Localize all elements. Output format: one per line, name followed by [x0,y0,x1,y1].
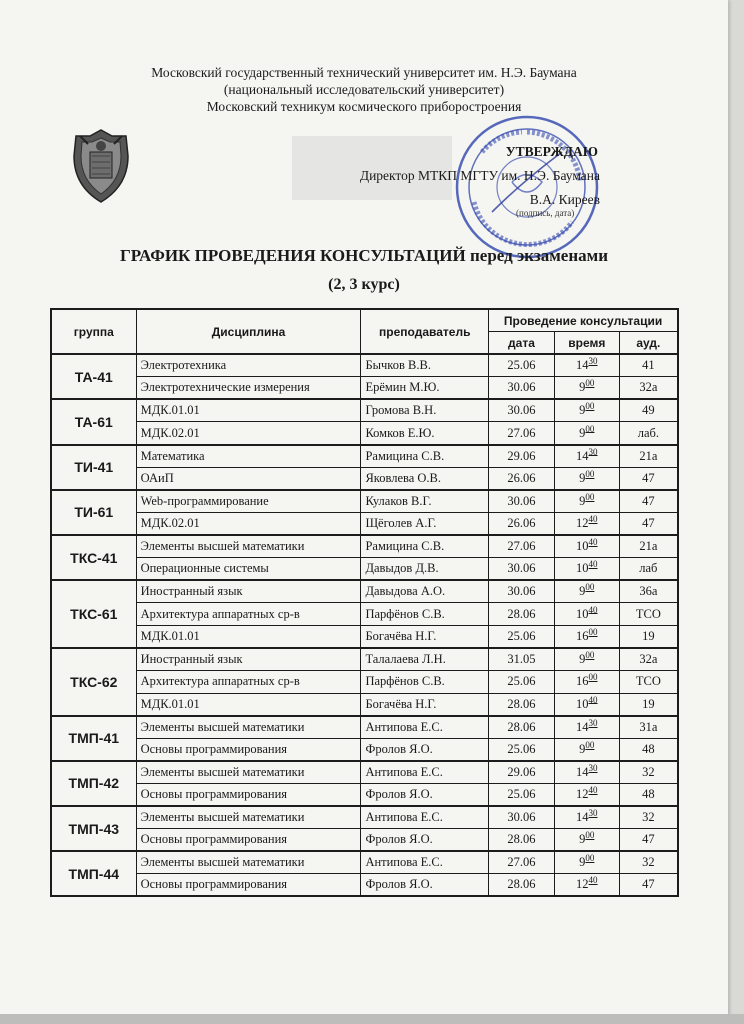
header-discipline: Дисциплина [136,309,361,354]
time-hour: 12 [576,515,589,530]
discipline-cell: Элементы высшей математики [136,851,361,874]
time-cell [554,625,619,648]
table-row [51,625,678,648]
room-cell: 32а [619,377,678,400]
date-cell: 25.06 [489,783,555,806]
table-row [51,648,678,671]
table-row [51,467,678,490]
room-cell: 19 [619,625,678,648]
time-cell [554,535,619,558]
time-minutes: 00 [585,423,595,434]
time-cell [554,603,619,626]
discipline-cell: Иностранный язык [136,648,361,671]
time-hour: 16 [576,628,589,643]
approved-label: УТВЕРЖДАЮ [505,144,598,159]
time-hour: 10 [576,606,589,621]
teacher-cell: Парфёнов С.В. [361,671,489,694]
table-row [51,445,678,468]
discipline-cell: МДК.01.01 [136,693,361,716]
date-cell: 28.06 [489,603,555,626]
time-cell [554,377,619,400]
time-hour: 14 [576,719,589,734]
discipline-cell: Архитектура аппаратных ср-в [136,671,361,694]
document-title: ГРАФИК ПРОВЕДЕНИЯ КОНСУЛЬТАЦИЙ перед экзаменами [119,246,608,265]
time-minutes: 30 [588,762,598,773]
room-cell: лаб. [619,422,678,445]
date-cell: 30.06 [489,806,555,829]
time-hour: 9 [579,493,586,508]
table-row [51,399,678,422]
time-hour: 9 [579,855,586,870]
group-name: ТА-61 [51,399,136,444]
discipline-cell: МДК.02.01 [136,512,361,535]
discipline-cell: Основы программирования [136,874,361,897]
room-cell: ТСО [619,671,678,694]
time-cell [554,783,619,806]
table-row [51,806,678,829]
date-cell: 30.06 [489,377,555,400]
document-subtitle: (2, 3 курс) [328,276,400,293]
time-cell [554,851,619,874]
date-cell: 28.06 [489,716,555,739]
teacher-cell: Щёголев А.Г. [361,512,489,535]
date-cell: 25.06 [489,354,555,377]
time-minutes: 40 [588,558,598,569]
time-minutes: 00 [585,491,595,502]
room-cell: 47 [619,467,678,490]
discipline-cell: МДК.02.01 [136,422,361,445]
teacher-cell: Громова В.Н. [361,399,489,422]
teacher-cell: Яковлева О.В. [361,467,489,490]
table-row [51,829,678,852]
time-hour: 16 [576,674,589,689]
university-status: (национальный исследовательский университет) [223,82,505,97]
discipline-cell: Математика [136,445,361,468]
teacher-cell: Антипова Е.С. [361,806,489,829]
time-hour: 14 [576,810,589,825]
teacher-cell: Давыдова А.О. [361,580,489,603]
discipline-cell: Web-программирование [136,490,361,513]
time-cell [554,671,619,694]
date-cell: 27.06 [489,851,555,874]
date-cell: 28.06 [489,874,555,897]
teacher-cell: Ерёмин М.Ю. [361,377,489,400]
time-hour: 9 [579,651,586,666]
room-cell: 32 [619,851,678,874]
room-cell: 47 [619,874,678,897]
discipline-cell: МДК.01.01 [136,625,361,648]
time-cell [554,648,619,671]
time-minutes: 00 [585,830,595,841]
teacher-cell: Талалаева Л.Н. [361,648,489,671]
time-hour: 9 [579,425,586,440]
date-cell: 27.06 [489,535,555,558]
table-row [51,558,678,581]
room-cell: 36а [619,580,678,603]
date-cell: 30.06 [489,399,555,422]
time-minutes: 00 [585,468,595,479]
consultation-schedule-table [50,308,679,897]
room-cell: 32 [619,806,678,829]
discipline-cell: Основы программирования [136,829,361,852]
teacher-cell: Фролов Я.О. [361,738,489,761]
time-minutes: 40 [588,694,598,705]
room-cell: 47 [619,512,678,535]
teacher-cell: Парфёнов С.В. [361,603,489,626]
table-row [51,738,678,761]
time-minutes: 00 [585,853,595,864]
time-minutes: 00 [585,649,595,660]
time-minutes: 00 [585,401,595,412]
discipline-cell: Иностранный язык [136,580,361,603]
group-name: ТКС-61 [51,580,136,648]
discipline-cell: Электротехника [136,354,361,377]
group-name: ТМП-43 [51,806,136,851]
room-cell: 48 [619,738,678,761]
time-minutes: 30 [588,717,598,728]
time-hour: 10 [576,561,589,576]
discipline-cell: Элементы высшей математики [136,535,361,558]
header-teacher: преподаватель [361,309,489,354]
time-cell [554,693,619,716]
date-cell: 31.05 [489,648,555,671]
date-cell: 28.06 [489,693,555,716]
director-position: Директор МТКП МГТУ им. Н.Э. Баумана [359,168,600,183]
table-row [51,851,678,874]
time-cell [554,580,619,603]
room-cell: 21а [619,445,678,468]
official-stamp-icon [452,112,602,262]
date-cell: 25.06 [489,738,555,761]
time-cell [554,829,619,852]
emblem-icon [66,126,136,206]
discipline-cell: Основы программирования [136,738,361,761]
time-hour: 10 [576,538,589,553]
header-time: время [554,332,619,355]
date-cell: 30.06 [489,490,555,513]
table-row [51,716,678,739]
time-cell [554,738,619,761]
room-cell: лаб [619,558,678,581]
teacher-cell: Антипова Е.С. [361,851,489,874]
time-hour: 9 [579,584,586,599]
group-name: ТМП-42 [51,761,136,806]
discipline-cell: МДК.01.01 [136,399,361,422]
table-row [51,783,678,806]
date-cell: 25.06 [489,671,555,694]
room-cell: 48 [619,783,678,806]
group-name: ТКС-62 [51,648,136,716]
discipline-cell: Операционные системы [136,558,361,581]
schedule-body [51,354,678,896]
teacher-cell: Фролов Я.О. [361,874,489,897]
table-row [51,874,678,897]
room-cell: ТСО [619,603,678,626]
time-minutes: 00 [588,672,598,683]
time-minutes: 00 [585,582,595,593]
time-minutes: 00 [585,378,595,389]
time-hour: 9 [579,470,586,485]
teacher-cell: Фролов Я.О. [361,829,489,852]
time-cell [554,806,619,829]
time-cell [554,761,619,784]
group-name: ТМП-41 [51,716,136,761]
time-hour: 9 [579,403,586,418]
table-row [51,354,678,377]
teacher-cell: Богачёва Н.Г. [361,693,489,716]
header-conduct: Проведение консультации [489,309,678,332]
time-minutes: 40 [588,604,598,615]
room-cell: 32 [619,761,678,784]
room-cell: 31а [619,716,678,739]
date-cell: 27.06 [489,422,555,445]
time-hour: 9 [579,832,586,847]
discipline-cell: Элементы высшей математики [136,806,361,829]
university-name: Московский государственный технический университет им. Н.Э. Баумана [151,65,577,80]
discipline-cell: Архитектура аппаратных ср-в [136,603,361,626]
table-row [51,761,678,784]
time-cell [554,354,619,377]
room-cell: 47 [619,490,678,513]
date-cell: 29.06 [489,761,555,784]
time-hour: 9 [579,741,586,756]
date-cell: 30.06 [489,580,555,603]
room-cell: 32а [619,648,678,671]
time-hour: 14 [576,764,589,779]
teacher-cell: Кулаков В.Г. [361,490,489,513]
table-row [51,693,678,716]
signature-hint: (подпись, дата) [516,208,575,218]
header-room: ауд. [619,332,678,355]
discipline-cell: Элементы высшей математики [136,716,361,739]
table-row [51,377,678,400]
room-cell: 47 [619,829,678,852]
time-minutes: 30 [588,356,598,367]
time-hour: 12 [576,787,589,802]
date-cell: 26.06 [489,512,555,535]
time-cell [554,399,619,422]
discipline-cell: ОАиП [136,467,361,490]
college-name: Московский техникум космического приборостроения [206,99,522,114]
time-hour: 12 [576,877,589,892]
room-cell: 49 [619,399,678,422]
teacher-cell: Бычков В.В. [361,354,489,377]
time-hour: 14 [576,448,589,463]
time-minutes: 40 [588,513,598,524]
room-cell: 41 [619,354,678,377]
time-cell [554,716,619,739]
teacher-cell: Рамицина С.В. [361,535,489,558]
room-cell: 21а [619,535,678,558]
date-cell: 28.06 [489,829,555,852]
table-row [51,422,678,445]
time-hour: 10 [576,696,589,711]
group-name: ТКС-41 [51,535,136,580]
time-cell [554,422,619,445]
director-name: В.А. Киреев [529,192,600,207]
group-name: ТИ-41 [51,445,136,490]
discipline-cell: Элементы высшей математики [136,761,361,784]
time-cell [554,467,619,490]
group-name: ТИ-61 [51,490,136,535]
time-minutes: 30 [588,807,598,818]
date-cell: 25.06 [489,625,555,648]
teacher-cell: Антипова Е.С. [361,761,489,784]
discipline-cell: Электротехнические измерения [136,377,361,400]
time-minutes: 00 [585,739,595,750]
discipline-cell: Основы программирования [136,783,361,806]
teacher-cell: Фролов Я.О. [361,783,489,806]
table-row [51,603,678,626]
table-row [51,490,678,513]
time-cell [554,874,619,897]
teacher-cell: Комков Е.Ю. [361,422,489,445]
time-hour: 14 [576,358,589,373]
time-minutes: 40 [588,784,598,795]
time-minutes: 40 [588,875,598,886]
teacher-cell: Рамицина С.В. [361,445,489,468]
date-cell: 29.06 [489,445,555,468]
table-row [51,671,678,694]
room-cell: 19 [619,693,678,716]
header-group: группа [51,309,136,354]
date-cell: 26.06 [489,467,555,490]
date-cell: 30.06 [489,558,555,581]
teacher-cell: Давыдов Д.В. [361,558,489,581]
time-cell [554,445,619,468]
time-hour: 9 [579,380,586,395]
table-row [51,512,678,535]
table-row [51,535,678,558]
time-minutes: 00 [588,626,598,637]
scan-edge [0,1014,744,1024]
time-minutes: 30 [588,446,598,457]
time-minutes: 40 [588,536,598,547]
group-name: ТА-41 [51,354,136,399]
time-cell [554,490,619,513]
time-cell [554,558,619,581]
teacher-cell: Антипова Е.С. [361,716,489,739]
time-cell [554,512,619,535]
teacher-cell: Богачёва Н.Г. [361,625,489,648]
group-name: ТМП-44 [51,851,136,896]
table-row [51,580,678,603]
header-date: дата [489,332,555,355]
